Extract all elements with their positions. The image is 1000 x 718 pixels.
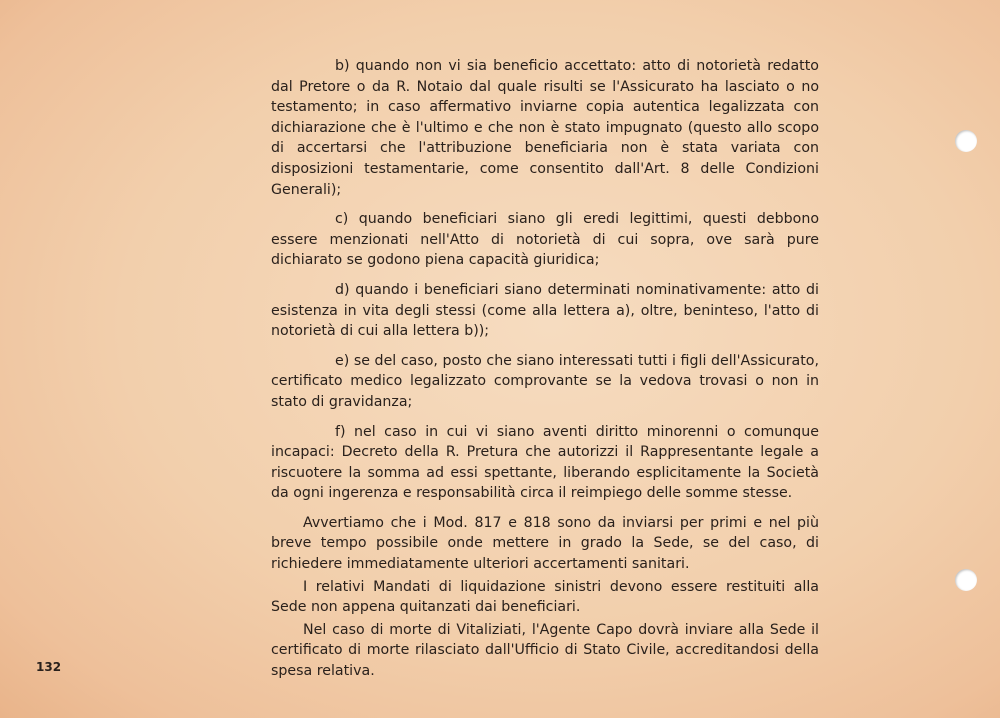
paragraph-b: b) quando non vi sia beneficio accettato: atto di notorietà redatto dal Pretore o da R. Notaio dal quale risulti se l'Assicurato ha lasciato o no testamento; in caso affermativo inviarne copia autentica legalizzata con dichiarazione che è l'ultimo e che non è stato impugnato (questo allo scopo di accertarsi che l'attribuzione beneficiaria non è stata variata con disposizioni testamentarie, come consentito dall'Art. 8 delle Condizioni Generali); bbox=[271, 58, 819, 198]
paragraph-f: f) nel caso in cui vi siano aventi diritto minorenni o comunque incapaci: Decreto della R. Pretura che autorizzi il Rappresentante legale a riscuotere la somma ad essi spettante, liberando esplicitamente la Società da ogni ingerenza e responsabilità circa il reimpiego delle somme stesse. bbox=[271, 423, 819, 502]
punch-hole-bottom bbox=[955, 569, 977, 591]
paragraph-vitaliziati: Nel caso di morte di Vitaliziati, l'Agente Capo dovrà inviare alla Sede il certificato di morte rilasciato dall'Ufficio di Stato Civile, accreditandosi della spesa relativa. bbox=[271, 621, 819, 680]
page-number: 132 bbox=[36, 660, 62, 674]
body-text bbox=[271, 56, 819, 682]
paragraph-mandati: I relativi Mandati di liquidazione sinistri devono essere restituiti alla Sede non appena quitanzati dai beneficiari. bbox=[271, 578, 819, 616]
paragraph-d: d) quando i beneficiari siano determinati nominativamente: atto di esistenza in vita degli stessi (come alla lettera a), oltre, beninteso, l'atto di notorietà di cui alla lettera b)); bbox=[271, 281, 819, 340]
paragraph-c: c) quando beneficiari siano gli eredi legittimi, questi debbono essere menzionati nell'Atto di notorietà di cui sopra, ove sarà pure dichiarato se godono piena capacità giuridica; bbox=[271, 211, 819, 269]
punch-hole-top bbox=[955, 130, 977, 152]
paragraph-e: e) se del caso, posto che siano interessati tutti i figli dell'Assicurato, certificato medico legalizzato comprovante se la vedova trovasi o non in stato di gravidanza; bbox=[271, 352, 819, 410]
paragraph-avvertiamo: Avvertiamo che i Mod. 817 e 818 sono da inviarsi per primi e nel più breve tempo possibile onde mettere in grado la Sede, se del caso, di richiedere immediatamente ulteriori accertamenti sanitari. bbox=[271, 514, 819, 573]
